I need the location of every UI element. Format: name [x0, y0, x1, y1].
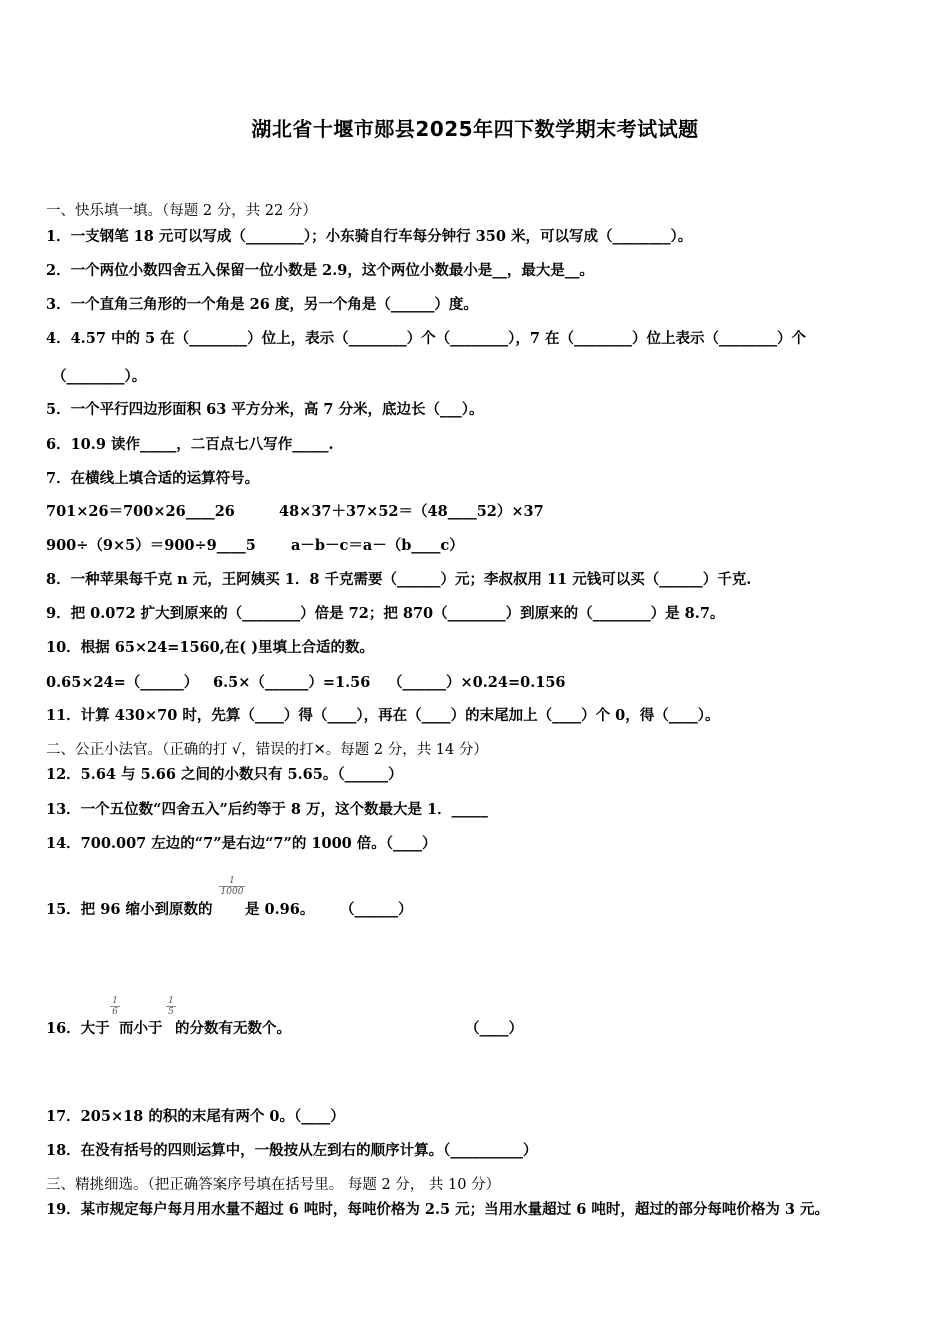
page-title: 湖北省十堰市郧县2025年四下数学期末考试试题 [251, 117, 699, 141]
question-1: 1．一支钢笔 18 元可以写成（________）；小东骑自行车每分钟行 350 米，可以写成（________）。 [46, 228, 693, 245]
question-7-expr-2: 48×37＋37×52＝（48____52）×37 [279, 503, 544, 520]
question-6: 6．10.9 读作_____，二百点七八写作_____. [46, 436, 334, 453]
question-13: 13．一个五位数“四舍五入”后约等于 8 万，这个数最大是 1．_____ [46, 801, 488, 818]
question-11: 11．计算 430×70 时，先算（____）得（____），再在（____）的末尾加上（____）个 0，得（____）。 [46, 707, 720, 724]
question-17: 17．205×18 的积的末尾有两个 0。（____） [46, 1108, 345, 1125]
question-3: 3．一个直角三角形的一个角是 26 度，另一个角是（______）度。 [46, 296, 478, 313]
question-15-answer: （______） [340, 901, 413, 918]
question-10-expr-1: 0.65×24=（______） [46, 674, 199, 691]
question-18: 18．在没有括号的四则运算中，一般按从左到右的顺序计算。（__________） [46, 1142, 538, 1159]
fraction-denominator: 1000 [220, 887, 244, 897]
fraction-1-over-6 [110, 996, 120, 1017]
question-16-answer: （____） [465, 1020, 523, 1037]
question-15-text: 15．把 96 缩小到原数的 [46, 901, 213, 918]
fraction-denominator: 6 [112, 1007, 118, 1017]
question-7: 7．在横线上填合适的运算符号。 [46, 470, 260, 487]
section-2-heading: 二、公正小法官。（正确的打 √，错误的打✕。每题 2 分，共 14 分） [46, 742, 488, 758]
question-19: 19．某市规定每户每月用水量不超过 6 吨时，每吨价格为 2.5 元；当用水量超过 6 吨时，超过的部分每吨价格为 3 元。 [46, 1201, 830, 1218]
fraction-denominator: 5 [168, 1007, 174, 1017]
question-15-text-end: 是 0.96。 [245, 901, 315, 918]
question-8: 8．一种苹果每千克 n 元，王阿姨买 1．8 千克需要（______）元；李叔叔用 11 元钱可以买（______）千克. [46, 571, 752, 588]
question-10-expr-2: 6.5×（______）=1.56 [213, 674, 371, 691]
question-7-expr-4: a－b－c＝a－（b____c） [291, 537, 464, 554]
section-1-heading: 一、快乐填一填。（每题 2 分，共 22 分） [46, 203, 317, 219]
fraction-numerator: 1 [229, 876, 235, 886]
fraction-numerator: 1 [168, 996, 174, 1006]
question-5: 5．一个平行四边形面积 63 平方分米，高 7 分米，底边长（___）。 [46, 401, 484, 418]
question-16-text: 16．大于 [46, 1020, 110, 1037]
question-9: 9．把 0.072 扩大到原来的（________）倍是 72；把 870（________）到原来的（________）是 8.7。 [46, 605, 725, 622]
question-10-expr-3: （______）×0.24=0.156 [388, 674, 566, 691]
question-10: 10．根据 65×24=1560,在( )里填上合适的数。 [46, 639, 375, 656]
question-7-expr-1: 701×26＝700×26____26 [46, 503, 235, 520]
question-4-line-1: 4．4.57 中的 5 在（________）位上，表示（________）个（________），7 在（________）位上表示（________）个 [46, 330, 807, 347]
fraction-numerator: 1 [112, 996, 118, 1006]
fraction-1-over-1000 [219, 876, 245, 897]
question-2: 2．一个两位小数四舍五入保留一位小数是 2.9，这个两位小数最小是__，最大是__。 [46, 262, 594, 279]
question-12: 12．5.64 与 5.66 之间的小数只有 5.65。（______） [46, 766, 403, 783]
question-16-text-end: 的分数有无数个。 [175, 1020, 291, 1037]
section-3-heading: 三、精挑细选。（把正确答案序号填在括号里。 每题 2 分， 共 10 分） [46, 1177, 501, 1193]
question-4-line-2: （________）。 [52, 368, 147, 385]
question-16-text-mid: 而小于 [119, 1020, 163, 1037]
fraction-1-over-5 [166, 996, 176, 1017]
question-14: 14．700.007 左边的“7”是右边“7”的 1000 倍。（____） [46, 835, 437, 852]
question-7-expr-3: 900÷（9×5）＝900÷9____5 [46, 537, 256, 554]
